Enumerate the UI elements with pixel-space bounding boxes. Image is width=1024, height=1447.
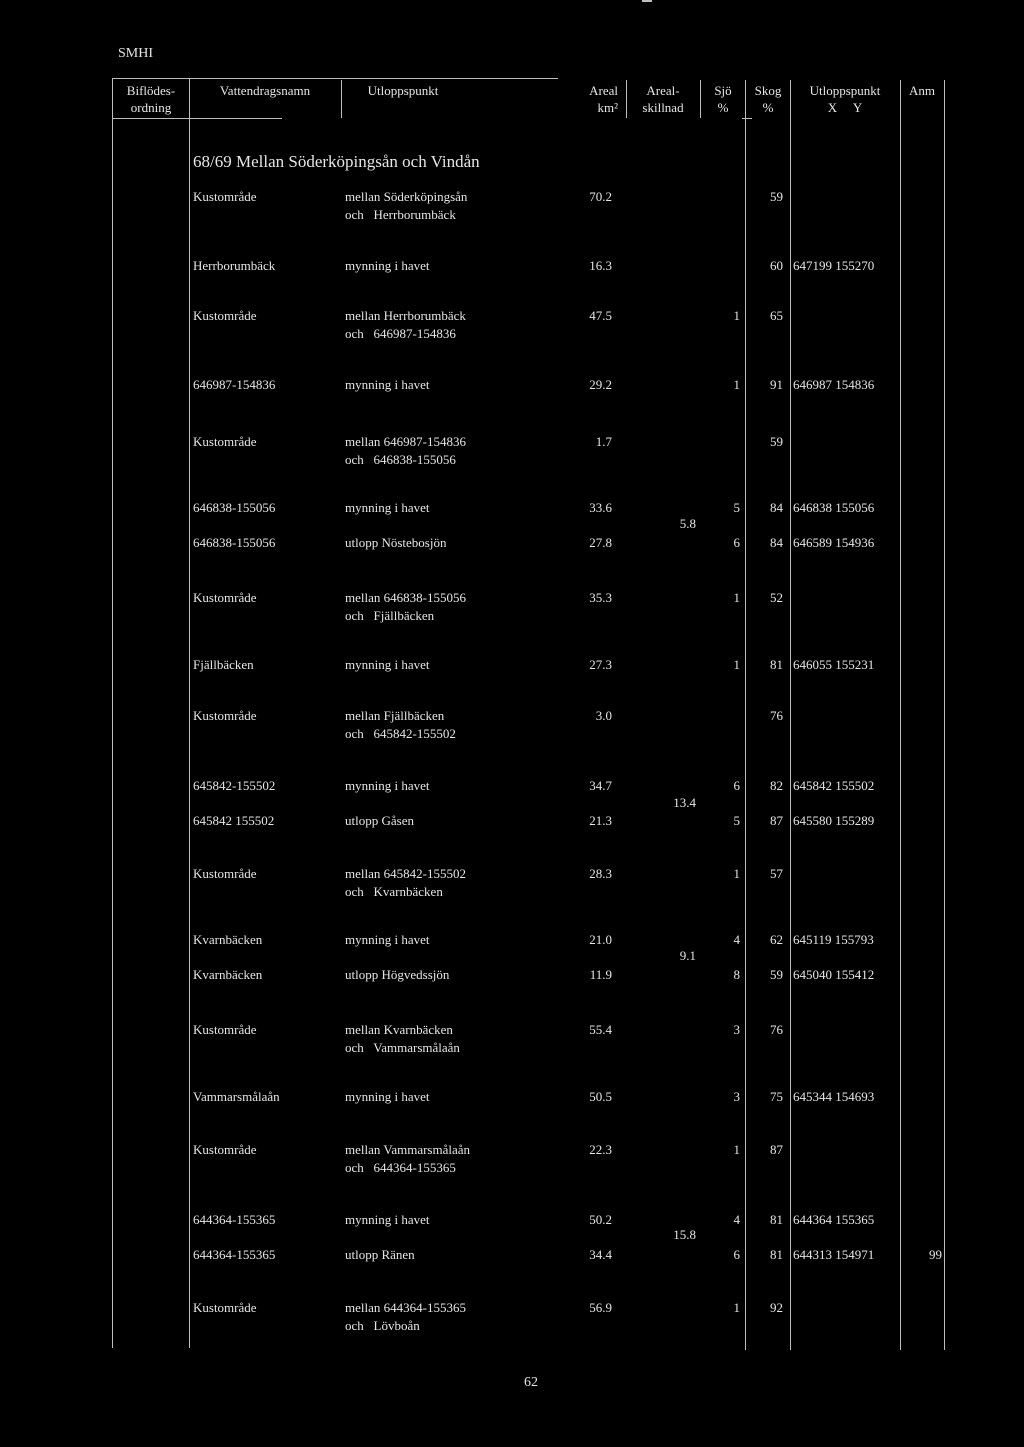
row-name: 646987-154836 [193, 377, 276, 392]
row-outlet-line2: och Vammarsmålaån [345, 1040, 460, 1055]
row-name: Vammarsmålaån [193, 1089, 280, 1104]
row-name: Kustområde [193, 308, 257, 323]
col-arealskillnad-line2: skillnad [642, 100, 684, 115]
col-skog-line2: % [762, 100, 774, 115]
row-sjo: 6 [733, 1247, 740, 1262]
row-name: 646838-155056 [193, 535, 276, 550]
row-outlet-line2: och Lövboån [345, 1318, 420, 1333]
col-anm: Anm [909, 83, 935, 98]
row-xy: 645842 155502 [793, 778, 875, 793]
row-sjo: 1 [733, 1142, 740, 1157]
row-area: 56.9 [589, 1300, 612, 1315]
col-rule-7 [790, 80, 791, 1350]
row-area: 21.0 [589, 932, 612, 947]
row-name: Herrborumbäck [193, 258, 276, 273]
row-skog: 82 [770, 778, 783, 793]
col-utlopp: Utloppspunkt [367, 83, 439, 98]
row-sjo: 1 [733, 1300, 740, 1315]
row-skog: 87 [770, 813, 783, 828]
row-area: 27.8 [589, 535, 612, 550]
row-skog: 76 [770, 1022, 783, 1037]
row-outlet: utlopp Högvedssjön [345, 967, 450, 982]
col-rule-2 [189, 78, 190, 1348]
row-outlet: mellan Söderköpingsån [345, 189, 468, 204]
row-skog: 59 [770, 434, 783, 449]
row-outlet-line2: och Fjällbäcken [345, 608, 435, 623]
row-skog: 91 [770, 377, 783, 392]
col-rule-1 [112, 78, 113, 1348]
row-outlet: mellan Vammarsmålaån [345, 1142, 471, 1157]
col-utloppspunkt-line1: Utloppspunkt [809, 83, 881, 98]
section-title: 68/69 Mellan Söderköpingsån och Vindån [193, 152, 480, 171]
row-area: 33.6 [589, 500, 612, 515]
row-sjo: 6 [733, 778, 740, 793]
row-sjo: 3 [733, 1089, 740, 1104]
row-name: 646838-155056 [193, 500, 276, 515]
row-outlet: mynning i havet [345, 657, 430, 672]
row-xy: 645119 155793 [793, 932, 874, 947]
row-xy: 646055 155231 [793, 657, 875, 672]
row-area: 1.7 [595, 434, 612, 449]
row-name: Kustområde [193, 1022, 257, 1037]
area-diff: 13.4 [673, 795, 696, 810]
col-skog [747, 82, 789, 116]
row-outlet: mynning i havet [345, 1089, 430, 1104]
col-arealskillnad-line1: Areal- [646, 83, 680, 98]
row-outlet-line2: och Kvarnbäcken [345, 884, 443, 899]
area-diff: 15.8 [673, 1227, 696, 1242]
col-sjo [702, 82, 744, 116]
row-sjo: 4 [733, 1212, 740, 1227]
row-outlet: mellan 646987-154836 [345, 434, 466, 449]
row-area: 22.3 [589, 1142, 612, 1157]
row-skog: 59 [770, 189, 783, 204]
col-areal-line2: km² [597, 100, 618, 115]
row-name: Fjällbäcken [193, 657, 254, 672]
row-skog: 60 [770, 258, 783, 273]
row-sjo: 8 [733, 967, 740, 982]
row-area: 16.3 [589, 258, 612, 273]
row-outlet: mellan 644364-155365 [345, 1300, 466, 1315]
row-outlet: mellan Fjällbäcken [345, 708, 445, 723]
row-outlet: mynning i havet [345, 377, 430, 392]
agency-label: SMHI [118, 46, 154, 61]
header-bottom-rule-small [742, 118, 752, 119]
row-sjo: 3 [733, 1022, 740, 1037]
col-skog-line1: Skog [754, 83, 782, 98]
col-arealskillnad [628, 82, 698, 116]
col-sjo-line2: % [717, 100, 729, 115]
row-name: Kustområde [193, 1300, 257, 1315]
col-rule-8 [900, 80, 901, 1350]
row-area: 47.5 [589, 308, 612, 323]
row-area: 21.3 [589, 813, 612, 828]
row-xy: 647199 155270 [793, 258, 875, 273]
row-outlet: mellan Herrborumbäck [345, 308, 466, 323]
row-area: 34.7 [589, 778, 612, 793]
row-outlet: mynning i havet [345, 778, 430, 793]
row-skog: 92 [770, 1300, 783, 1315]
top-mark [642, 0, 652, 2]
row-area: 28.3 [589, 866, 612, 881]
row-area: 35.3 [589, 590, 612, 605]
row-sjo: 1 [733, 308, 740, 323]
area-diff: 5.8 [679, 516, 696, 531]
header-top-rule [112, 78, 558, 79]
col-rule-6 [745, 80, 746, 1350]
row-outlet-line2: och 645842-155502 [345, 726, 456, 741]
row-sjo: 1 [733, 657, 740, 672]
row-skog: 52 [770, 590, 783, 605]
row-outlet: utlopp Ränen [345, 1247, 415, 1262]
row-xy: 646589 154936 [793, 535, 875, 550]
row-outlet-line2: och Herrborumbäck [345, 207, 456, 222]
col-bifodes-line2: ordning [130, 100, 172, 115]
row-outlet: mynning i havet [345, 932, 430, 947]
row-outlet-line2: och 644364-155365 [345, 1160, 456, 1175]
row-outlet-line2: och 646838-155056 [345, 452, 456, 467]
col-utloppspunkt-line2: X Y [827, 100, 863, 115]
row-anm: 99 [929, 1247, 942, 1262]
row-area: 55.4 [589, 1022, 612, 1037]
row-outlet: mellan Kvarnbäcken [345, 1022, 453, 1037]
row-outlet-line2: och 646987-154836 [345, 326, 456, 341]
row-name: Kustområde [193, 1142, 257, 1157]
col-rule-9 [944, 80, 945, 1350]
row-skog: 84 [770, 535, 783, 550]
row-xy: 645040 155412 [793, 967, 875, 982]
row-area: 27.3 [589, 657, 612, 672]
row-area: 3.0 [595, 708, 612, 723]
col-rule-3 [341, 80, 342, 118]
row-outlet: mellan 645842-155502 [345, 866, 466, 881]
col-areal [568, 82, 618, 116]
row-name: Kustområde [193, 590, 257, 605]
col-sjo-line1: Sjö [714, 83, 732, 98]
col-utloppspunkt [792, 82, 898, 116]
page-number: 62 [524, 1375, 538, 1390]
col-bifodes [114, 82, 188, 116]
row-skog: 75 [770, 1089, 783, 1104]
row-xy: 645344 154693 [793, 1089, 875, 1104]
row-name: Kustområde [193, 434, 257, 449]
row-skog: 62 [770, 932, 783, 947]
row-skog: 81 [770, 1212, 783, 1227]
row-skog: 65 [770, 308, 783, 323]
row-name: Kvarnbäcken [193, 967, 263, 982]
row-skog: 84 [770, 500, 783, 515]
row-skog: 76 [770, 708, 783, 723]
row-sjo: 1 [733, 377, 740, 392]
row-xy: 644364 155365 [793, 1212, 875, 1227]
row-name: 644364-155365 [193, 1212, 276, 1227]
row-area: 29.2 [589, 377, 612, 392]
row-skog: 81 [770, 657, 783, 672]
row-area: 11.9 [589, 967, 612, 982]
row-name: Kustområde [193, 189, 257, 204]
col-bifodes-line1: Biflödes- [126, 83, 176, 98]
row-sjo: 4 [733, 932, 740, 947]
row-area: 50.2 [589, 1212, 612, 1227]
row-skog: 57 [770, 866, 783, 881]
col-rule-5 [700, 80, 701, 118]
row-skog: 81 [770, 1247, 783, 1262]
row-outlet: utlopp Gåsen [345, 813, 414, 828]
col-vattendrag: Vattendragsnamn [219, 83, 311, 98]
row-name: Kvarnbäcken [193, 932, 263, 947]
row-area: 34.4 [589, 1247, 612, 1262]
row-outlet: mellan 646838-155056 [345, 590, 466, 605]
header-bottom-rule [112, 118, 282, 119]
row-xy: 646987 154836 [793, 377, 875, 392]
row-name: Kustområde [193, 866, 257, 881]
row-outlet: mynning i havet [345, 258, 430, 273]
row-sjo: 6 [733, 535, 740, 550]
row-sjo: 1 [733, 590, 740, 605]
row-outlet: mynning i havet [345, 1212, 430, 1227]
row-area: 50.5 [589, 1089, 612, 1104]
row-xy: 646838 155056 [793, 500, 875, 515]
row-xy: 644313 154971 [793, 1247, 875, 1262]
row-sjo: 1 [733, 866, 740, 881]
row-name: Kustområde [193, 708, 257, 723]
row-xy: 645580 155289 [793, 813, 875, 828]
col-areal-line1: Areal [589, 83, 618, 98]
col-rule-4 [626, 80, 627, 118]
row-outlet: mynning i havet [345, 500, 430, 515]
row-name: 645842-155502 [193, 778, 276, 793]
row-outlet: utlopp Nöstebosjön [345, 535, 447, 550]
row-sjo: 5 [733, 813, 740, 828]
area-diff: 9.1 [679, 948, 696, 963]
row-sjo: 5 [733, 500, 740, 515]
row-skog: 87 [770, 1142, 783, 1157]
row-name: 644364-155365 [193, 1247, 276, 1262]
row-area: 70.2 [589, 189, 612, 204]
row-name: 645842 155502 [193, 813, 275, 828]
row-skog: 59 [770, 967, 783, 982]
